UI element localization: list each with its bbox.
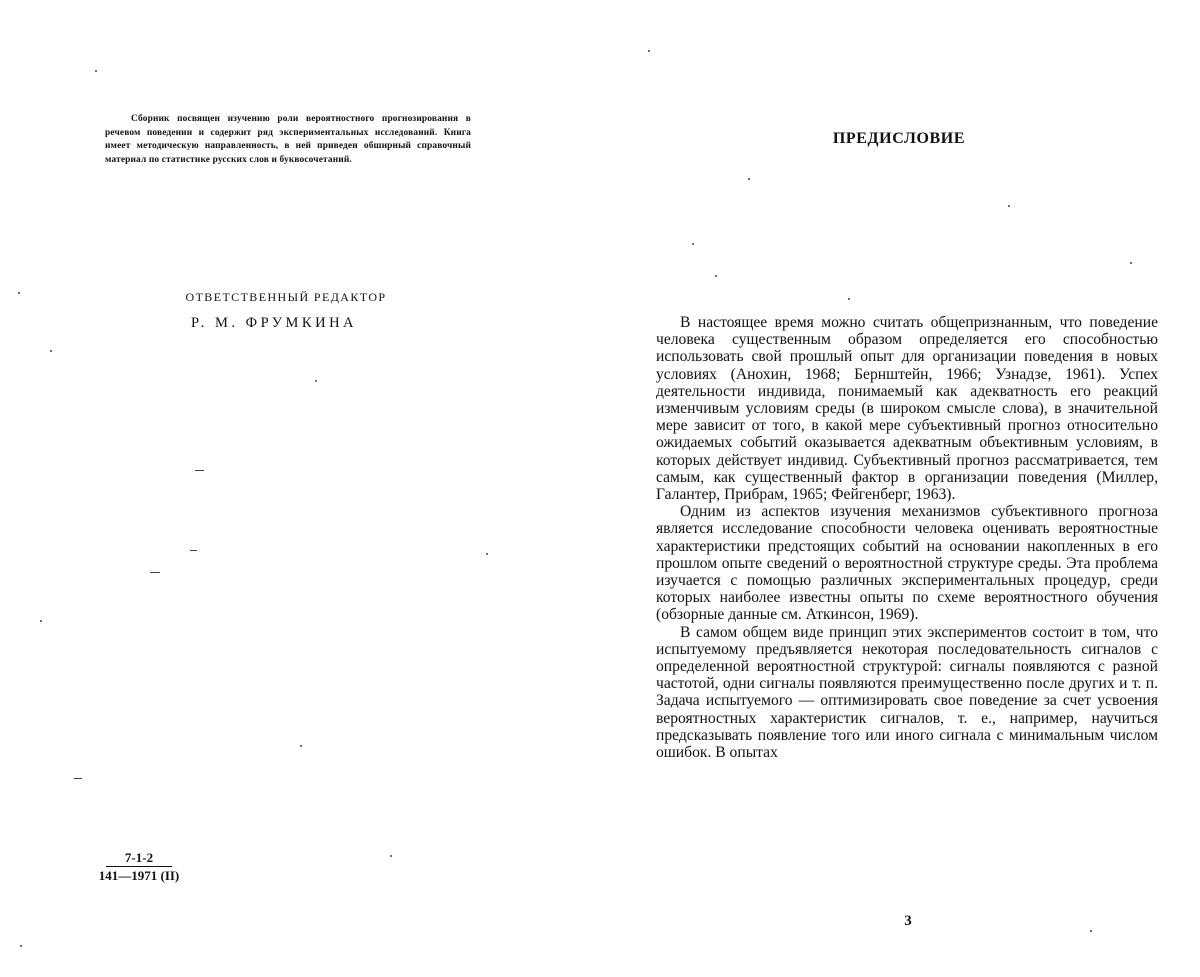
scan-speck — [848, 298, 850, 300]
scan-mark — [195, 470, 204, 471]
editor-label: ОТВЕТСТВЕННЫЙ РЕДАКТОР — [185, 290, 387, 304]
scan-speck — [1130, 262, 1132, 264]
paragraph: В самом общем виде принцип этих экспериментов состоит в том, что испытуемому предъявляется некоторая последовательность сигналов с определенной вероятностной структурой: сигналы появляются с разной частотой, одни сигналы появляются преимущественно после других и т. п. Задача испытуемого — оптимизировать свое поведение за счет усвоения вероятностных характеристик сигналов, т. е., например, научиться предсказывать появление того или иного сигнала с минимальным числом ошибок. В опытах — [656, 623, 1158, 762]
scan-speck — [50, 350, 52, 352]
preface-body — [656, 314, 1158, 761]
book-abstract — [105, 113, 471, 167]
code-denominator: 141—1971 (II) — [98, 868, 180, 883]
abstract-text: Сборник посвящен изучению роли вероятностного прогнозирования в речевом поведении и содержит ряд экспериментальных исследований. Книга имеет методическую направленность, в ней приведен обширный справочный материал по статистике русских слов и буквосочетаний. — [105, 114, 471, 165]
scan-speck — [1008, 205, 1010, 207]
scan-mark — [74, 778, 82, 779]
scan-speck — [300, 745, 302, 747]
scan-speck — [748, 178, 750, 180]
scan-speck — [18, 292, 20, 294]
scan-speck — [95, 70, 97, 72]
right-page — [600, 0, 1200, 977]
scan-speck — [40, 620, 42, 622]
scan-speck — [648, 50, 650, 52]
paragraph: Одним из аспектов изучения механизмов субъективного прогноза является исследование способности человека оценивать вероятностные характеристики предстоящих событий на основании накопленных в его прошлом опыте сведений о вероятностной структуре среды. Эта проблема изучается с помощью различных экспериментальных процедур, среди которых наиболее известны опыты по схеме вероятностного обучения (обзорные данные см. Аткинсон, 1969). — [656, 503, 1158, 624]
scan-mark — [150, 572, 160, 573]
scan-speck — [486, 553, 488, 555]
scan-speck — [715, 275, 717, 277]
scan-mark — [190, 550, 197, 551]
scan-speck — [692, 243, 694, 245]
code-numerator: 7-1-2 — [106, 850, 172, 867]
page-number: 3 — [904, 913, 912, 929]
page-title: ПРЕДИСЛОВИЕ — [832, 130, 966, 147]
publication-code — [84, 850, 194, 884]
editor-name: Р. М. ФРУМКИНА — [190, 315, 358, 331]
scan-speck — [390, 855, 392, 857]
scan-speck — [20, 945, 22, 947]
scan-speck — [315, 380, 317, 382]
paragraph: В настоящее время можно считать общепризнанным, что поведение человека существенным образом определяется его способностью использовать свой прошлый опыт для организации поведения в новых условиях (Анохин, 1968; Бернштейн, 1966; Узнадзе, 1961). Успех деятельности индивида, понимаемый как адекватность его реакций изменчивым условиям среды (в широком смысле слова), в значительной мере зависит от того, в какой мере субъективный прогноз относительно ожидаемых событий оказывается адекватным объективным условиям, в которых действует индивид. Субъективный прогноз рассматривается, тем самым, как существенный фактор в организации поведения (Миллер, Галантер, Прибрам, 1965; Фейгенберг, 1963). — [656, 314, 1158, 504]
scan-speck — [1090, 930, 1092, 932]
